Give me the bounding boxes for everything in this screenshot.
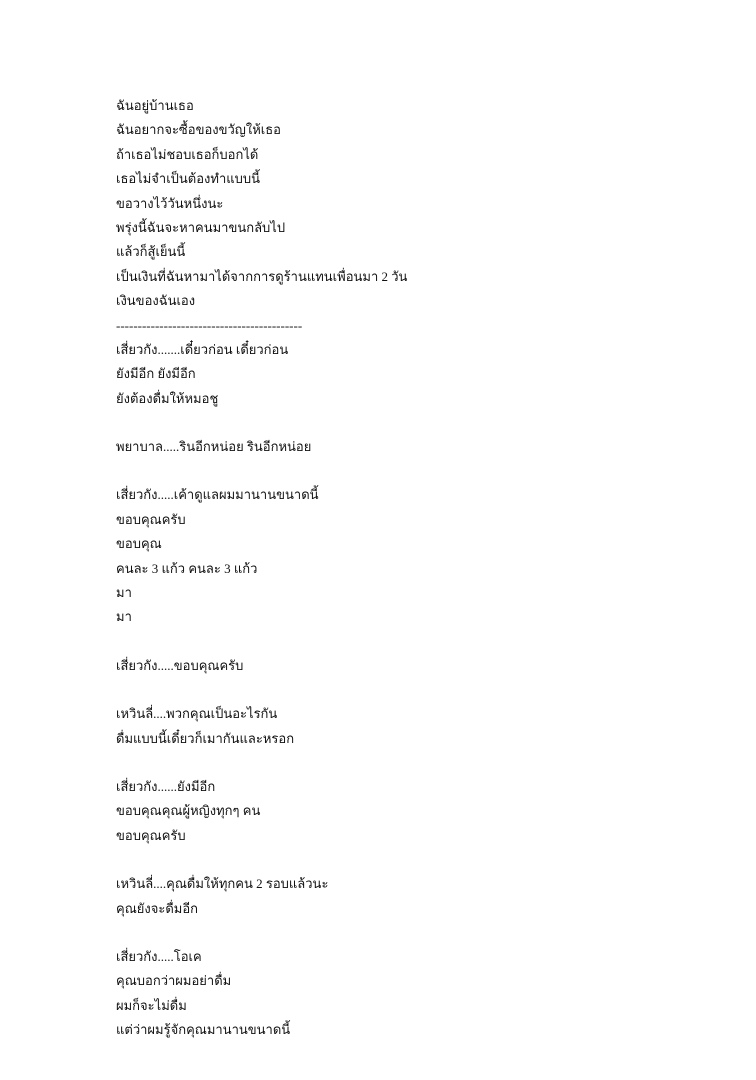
blank-line [116, 921, 716, 945]
blank-line [116, 411, 716, 435]
text-line: พยาบาล.....รินอีกหน่อย รินอีกหน่อย [116, 439, 312, 455]
dashed-separator: ------------------------------------------- [116, 317, 303, 333]
blank-line [116, 630, 716, 654]
text-line: เสี่ยวกัง.....ขอบคุณครับ [116, 657, 244, 673]
blank-line [116, 678, 716, 702]
text-line: ถ้าเธอไม่ชอบเธอก็บอกได้ [116, 146, 259, 162]
text-line: ขอบคุณคุณผู้หญิงทุกๆ คน [116, 803, 261, 819]
text-line: เป็นเงินที่ฉันหามาได้จากการดูร้านแทนเพื่อนมา 2 วัน [116, 268, 408, 284]
text-line: แล้วก็สู้เย็นนี้ [116, 244, 186, 260]
blank-line [116, 459, 716, 483]
text-line: ยังต้องดื่มให้หมอชู [116, 390, 219, 406]
text-line: เสี่ยวกัง.....โอเค [116, 948, 202, 964]
text-line: พรุ่งนี้ฉันจะหาคนมาขนกลับไป [116, 219, 286, 235]
text-line: แต่ว่าผมรู้จักคุณมานานขนาดนี้ [116, 1022, 291, 1038]
blank-line [116, 751, 716, 775]
text-line: มา [116, 585, 132, 601]
text-line: มา [116, 609, 132, 625]
document-body [116, 94, 716, 1043]
text-line: เสี่ยวกัง.......เดี๋ยวก่อน เดี๋ยวก่อน [116, 341, 289, 357]
text-line: ผมก็จะไม่ดื่ม [116, 997, 187, 1013]
text-line: เสี่ยวกัง......ยังมีอีก [116, 778, 216, 794]
text-line: ขอวางไว้วันหนึ่งนะ [116, 195, 224, 211]
text-line: เธอไม่จำเป็นต้องทำแบบนี้ [116, 171, 261, 187]
text-line: เงินของฉันเอง [116, 293, 196, 309]
text-line: ฉันอยากจะซื้อของขวัญให้เธอ [116, 122, 281, 138]
text-line: คุณบอกว่าผมอย่าดื่ม [116, 973, 232, 989]
text-line: เหวินลี่....คุณดื่มให้ทุกคน 2 รอบแล้วนะ [116, 876, 329, 892]
text-line: ฉันอยู่บ้านเธอ [116, 98, 194, 113]
text-line: ดื่มแบบนี้เดี๋ยวก็เมากันและหรอก [116, 730, 295, 746]
text-line: ยังมีอีก ยังมีอีก [116, 366, 196, 382]
text-line: ขอบคุณครับ [116, 827, 186, 843]
text-line: เหวินลี่....พวกคุณเป็นอะไรกัน [116, 706, 278, 722]
blank-line [116, 848, 716, 872]
text-line: เสี่ยวกัง.....เค้าดูแลผมมานานขนาดนี้ [116, 487, 319, 503]
text-line: คุณยังจะดื่มอีก [116, 900, 199, 916]
text-line: คนละ 3 แก้ว คนละ 3 แก้ว [116, 560, 258, 576]
text-line: ขอบคุณ [116, 536, 162, 552]
text-line: ขอบคุณครับ [116, 511, 186, 527]
